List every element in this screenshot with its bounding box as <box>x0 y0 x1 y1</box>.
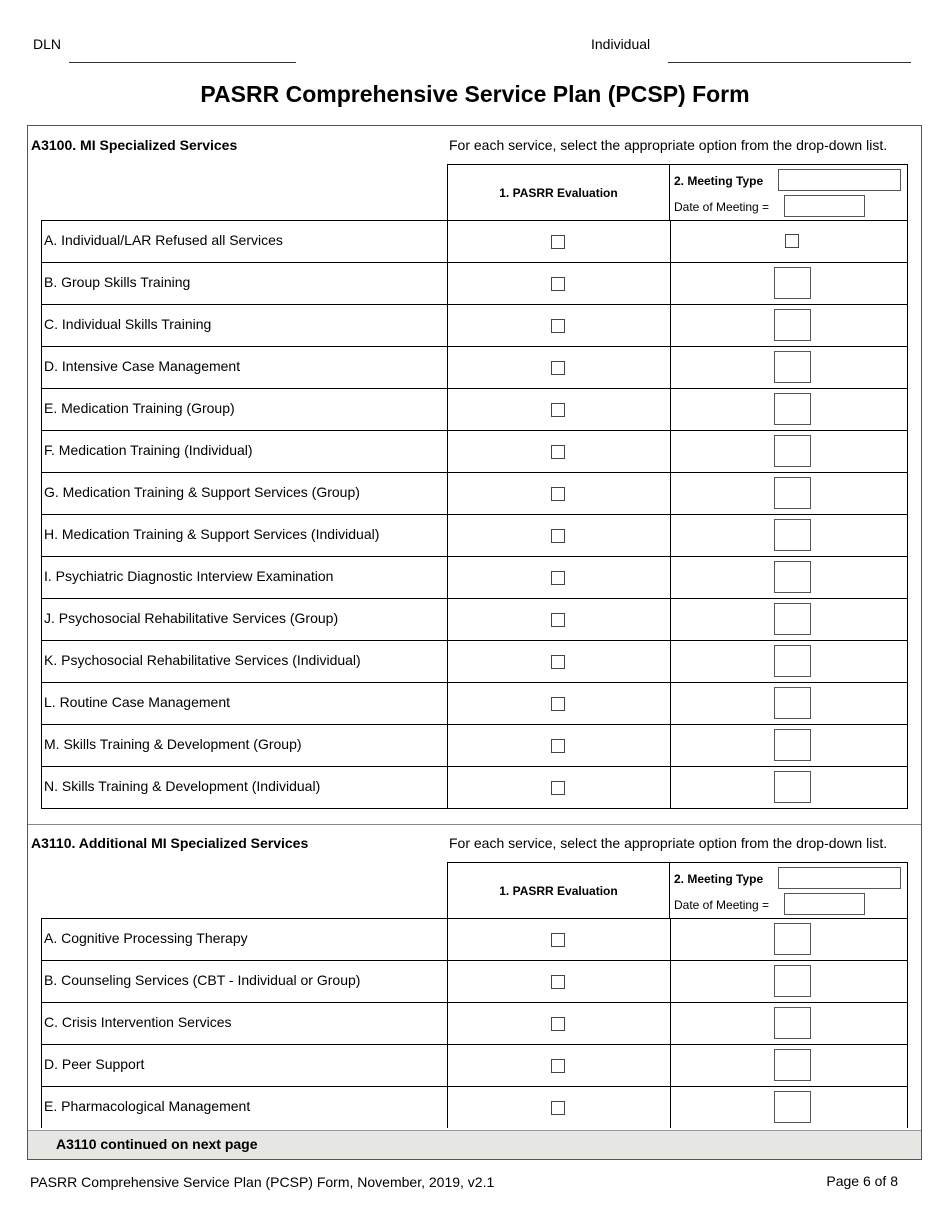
column-divider <box>670 1045 671 1086</box>
meeting-option-dropdown[interactable] <box>774 965 811 997</box>
meeting-option-dropdown[interactable] <box>774 351 811 383</box>
pasrr-evaluation-checkbox[interactable] <box>551 235 565 249</box>
meeting-option-dropdown[interactable] <box>774 603 811 635</box>
section-title: A3100. MI Specialized Services <box>31 137 238 153</box>
column-divider <box>670 1087 671 1128</box>
table-row <box>41 766 908 808</box>
service-label: G. Medication Training & Support Services (Group) <box>44 484 360 500</box>
column-divider <box>447 221 448 262</box>
column-divider <box>447 473 448 514</box>
service-label: E. Medication Training (Group) <box>44 400 235 416</box>
service-label: E. Pharmacological Management <box>44 1098 251 1114</box>
form-frame <box>27 125 922 1160</box>
continued-text: A3110 continued on next page <box>56 1136 258 1152</box>
table-row <box>41 918 908 960</box>
section-divider <box>28 824 921 825</box>
meeting-type-dropdown[interactable] <box>778 867 901 889</box>
column-divider <box>670 641 671 682</box>
table-row <box>41 430 908 472</box>
table-row <box>41 724 908 766</box>
table-row <box>41 304 908 346</box>
meeting-type-header <box>670 164 908 220</box>
date-of-meeting-input[interactable] <box>784 893 865 915</box>
service-label: D. Intensive Case Management <box>44 358 241 374</box>
meeting-option-dropdown[interactable] <box>774 1049 811 1081</box>
service-label: C. Individual Skills Training <box>44 316 212 332</box>
meeting-option-dropdown[interactable] <box>774 309 811 341</box>
service-label: A. Individual/LAR Refused all Services <box>44 232 283 248</box>
column-divider <box>670 305 671 346</box>
column-divider <box>447 431 448 472</box>
service-label: K. Psychosocial Rehabilitative Services (Individual) <box>44 652 361 668</box>
column-divider <box>447 725 448 766</box>
column-divider <box>447 961 448 1002</box>
service-label: J. Psychosocial Rehabilitative Services (Group) <box>44 610 339 626</box>
table-row <box>41 1086 908 1128</box>
pasrr-evaluation-checkbox[interactable] <box>551 277 565 291</box>
table-row <box>41 598 908 640</box>
meeting-option-dropdown[interactable] <box>774 645 811 677</box>
column-divider <box>670 389 671 430</box>
column-divider <box>447 305 448 346</box>
meeting-refused-checkbox[interactable] <box>785 234 799 248</box>
table-row <box>41 682 908 724</box>
pasrr-evaluation-checkbox[interactable] <box>551 319 565 333</box>
service-label: H. Medication Training & Support Services (Individual) <box>44 526 380 542</box>
column-divider <box>670 961 671 1002</box>
continued-banner <box>28 1130 921 1159</box>
column-divider <box>670 263 671 304</box>
pasrr-evaluation-checkbox[interactable] <box>551 739 565 753</box>
column-divider <box>447 599 448 640</box>
table-row <box>41 472 908 514</box>
individual-input[interactable] <box>668 62 911 63</box>
section-title: A3110. Additional MI Specialized Services <box>31 835 309 851</box>
pasrr-evaluation-checkbox[interactable] <box>551 445 565 459</box>
meeting-option-dropdown[interactable] <box>774 1007 811 1039</box>
column-headers <box>447 862 908 918</box>
pasrr-evaluation-checkbox[interactable] <box>551 613 565 627</box>
column-divider <box>447 1045 448 1086</box>
meeting-type-label: 2. Meeting Type <box>674 174 764 188</box>
pasrr-evaluation-checkbox[interactable] <box>551 933 565 947</box>
column-divider <box>447 557 448 598</box>
dln-input[interactable] <box>69 62 296 63</box>
table-row <box>41 1002 908 1044</box>
meeting-option-dropdown[interactable] <box>774 393 811 425</box>
column-divider <box>447 919 448 960</box>
column-divider <box>670 347 671 388</box>
column-divider <box>447 263 448 304</box>
table-row <box>41 346 908 388</box>
service-rows <box>41 220 908 809</box>
column-divider <box>670 767 671 808</box>
table-row <box>41 220 908 262</box>
date-of-meeting-label: Date of Meeting = <box>674 898 770 912</box>
service-rows <box>41 918 908 1128</box>
section-instruction: For each service, select the appropriate option from the drop-down list. <box>449 137 888 153</box>
column-divider <box>670 919 671 960</box>
column-divider <box>670 557 671 598</box>
individual-label: Individual <box>591 36 651 52</box>
column-divider <box>670 683 671 724</box>
meeting-type-dropdown[interactable] <box>778 169 901 191</box>
service-label: D. Peer Support <box>44 1056 145 1072</box>
meeting-option-dropdown[interactable] <box>774 561 811 593</box>
column-divider <box>670 473 671 514</box>
page-title: PASRR Comprehensive Service Plan (PCSP) Form <box>200 81 750 107</box>
pasrr-evaluation-checkbox[interactable] <box>551 487 565 501</box>
meeting-type-label: 2. Meeting Type <box>674 872 764 886</box>
column-divider <box>670 515 671 556</box>
service-label: I. Psychiatric Diagnostic Interview Examination <box>44 568 334 584</box>
table-row <box>41 388 908 430</box>
pasrr-evaluation-checkbox[interactable] <box>551 1059 565 1073</box>
meeting-option-dropdown[interactable] <box>774 477 811 509</box>
meeting-option-dropdown[interactable] <box>774 267 811 299</box>
column-divider <box>447 1087 448 1128</box>
service-label: M. Skills Training & Development (Group) <box>44 736 302 752</box>
service-label: A. Cognitive Processing Therapy <box>44 930 248 946</box>
pasrr-evaluation-checkbox[interactable] <box>551 529 565 543</box>
meeting-option-dropdown[interactable] <box>774 923 811 955</box>
pasrr-evaluation-checkbox[interactable] <box>551 361 565 375</box>
pasrr-evaluation-checkbox[interactable] <box>551 697 565 711</box>
column-divider <box>670 1003 671 1044</box>
meeting-option-dropdown[interactable] <box>774 435 811 467</box>
pasrr-evaluation-checkbox[interactable] <box>551 1017 565 1031</box>
meeting-type-header <box>670 862 908 918</box>
service-label: C. Crisis Intervention Services <box>44 1014 232 1030</box>
column-divider <box>447 347 448 388</box>
footer-form-info: PASRR Comprehensive Service Plan (PCSP) Form, November, 2019, v2.1 <box>30 1174 495 1190</box>
footer-page-number: Page 6 of 8 <box>826 1173 898 1189</box>
service-label: L. Routine Case Management <box>44 694 230 710</box>
column-divider <box>670 599 671 640</box>
table-row <box>41 640 908 682</box>
pasrr-evaluation-checkbox[interactable] <box>551 655 565 669</box>
column-divider <box>447 1003 448 1044</box>
section-instruction: For each service, select the appropriate option from the drop-down list. <box>449 835 888 851</box>
table-row <box>41 1044 908 1086</box>
pasrr-evaluation-checkbox[interactable] <box>551 1101 565 1115</box>
pasrr-evaluation-header: 1. PASRR Evaluation <box>447 164 670 220</box>
dln-label: DLN <box>33 36 62 52</box>
column-divider <box>447 515 448 556</box>
service-label: B. Counseling Services (CBT - Individual or Group) <box>44 972 361 988</box>
pasrr-evaluation-checkbox[interactable] <box>551 571 565 585</box>
date-of-meeting-label: Date of Meeting = <box>674 200 770 214</box>
meeting-option-dropdown[interactable] <box>774 771 811 803</box>
pasrr-evaluation-checkbox[interactable] <box>551 781 565 795</box>
column-divider <box>670 431 671 472</box>
meeting-option-dropdown[interactable] <box>774 1091 811 1123</box>
date-of-meeting-input[interactable] <box>784 195 865 217</box>
table-row <box>41 262 908 304</box>
pasrr-evaluation-checkbox[interactable] <box>551 403 565 417</box>
meeting-option-dropdown[interactable] <box>774 687 811 719</box>
meeting-option-dropdown[interactable] <box>774 729 811 761</box>
column-headers <box>447 164 908 220</box>
column-divider <box>447 389 448 430</box>
column-divider <box>670 725 671 766</box>
column-divider <box>670 221 671 262</box>
service-label: N. Skills Training & Development (Individual) <box>44 778 321 794</box>
column-divider <box>447 641 448 682</box>
meeting-option-dropdown[interactable] <box>774 519 811 551</box>
service-label: B. Group Skills Training <box>44 274 191 290</box>
table-row <box>41 960 908 1002</box>
table-row <box>41 514 908 556</box>
pasrr-evaluation-checkbox[interactable] <box>551 975 565 989</box>
service-label: F. Medication Training (Individual) <box>44 442 253 458</box>
column-divider <box>447 767 448 808</box>
column-divider <box>447 683 448 724</box>
pasrr-evaluation-header: 1. PASRR Evaluation <box>447 862 670 918</box>
table-row <box>41 556 908 598</box>
